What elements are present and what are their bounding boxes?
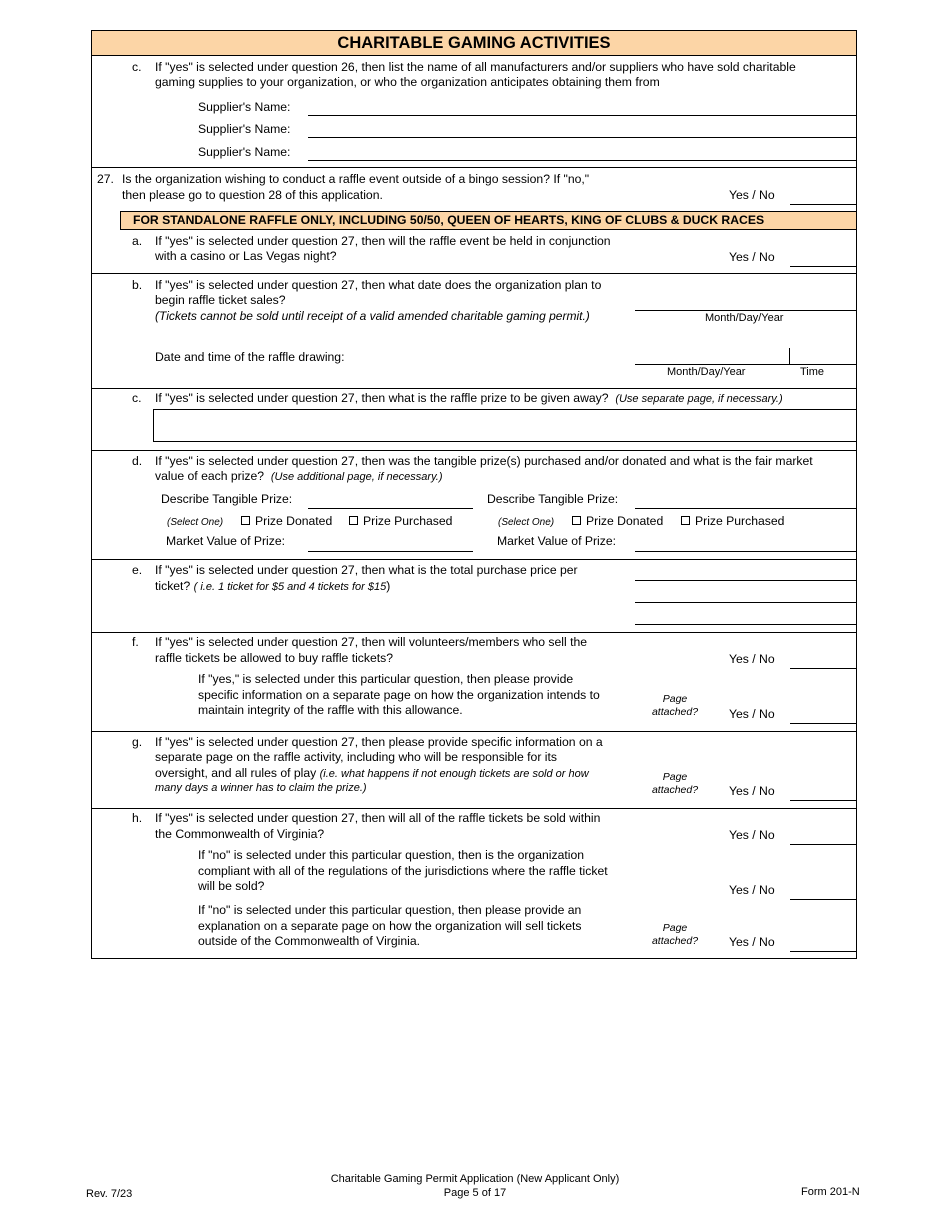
supplier-name-field-2[interactable] (308, 137, 857, 138)
qe-price-field-1[interactable] (635, 580, 857, 581)
qe-text-2: ticket? (155, 579, 191, 593)
qb-drawing-time-label: Time (800, 366, 825, 378)
qd-market-value-label-2: Market Value of Prize: (497, 534, 616, 548)
divider (91, 388, 857, 389)
qf-page-attached-label: Page attached? (651, 693, 699, 718)
qd-describe-label-2: Describe Tangible Prize: (487, 492, 619, 506)
q27-number: 27. (97, 172, 114, 186)
qa-yes-no-label: Yes / No (729, 250, 775, 264)
qe-letter: e. (132, 563, 143, 577)
qh-letter: h. (132, 811, 143, 825)
qh-text-1: If "yes" is selected under question 27, then will all of the raffle tickets be sold within (155, 811, 601, 825)
prize-donated-label: Prize Donated (586, 514, 664, 528)
qh-yes-no-label: Yes / No (729, 828, 775, 842)
qd-text-1: If "yes" is selected under question 27, then was the tangible prize(s) purchased and/or donated and what is the fair market (155, 454, 813, 468)
qd-select-one-2: (Select One) (498, 517, 555, 528)
qh-sub2-text-2: explanation on a separate page on how the organization will sell tickets (198, 919, 582, 933)
qf-text-1: If "yes" is selected under question 27, then will volunteers/members who sell the (155, 635, 588, 649)
divider (91, 808, 857, 809)
divider (91, 559, 857, 560)
qb-text-3: (Tickets cannot be sold until receipt of a valid amended charitable gaming permit.) (155, 309, 590, 323)
qa-answer-field[interactable] (790, 266, 857, 267)
qb-text-1: If "yes" is selected under question 27, then what date does the organization plan to (155, 278, 602, 292)
supplier-name-field-3[interactable] (308, 160, 857, 161)
qf-answer-field[interactable] (790, 668, 857, 669)
qa-text-1: If "yes" is selected under question 27, then will the raffle event be held in conjunction (155, 234, 611, 248)
q27-text-1: Is the organization wishing to conduct a raffle event outside of a bingo session? If "no," (122, 172, 590, 186)
qh-page-attached-label: Page attached? (651, 922, 699, 947)
divider (91, 167, 857, 168)
qf-yes-no-label: Yes / No (729, 652, 775, 666)
qc-text: If "yes" is selected under question 27, then what is the raffle prize to be given away? (155, 391, 609, 405)
qb-drawing-label: Date and time of the raffle drawing: (155, 350, 345, 364)
prize-donated-checkbox-2[interactable] (572, 514, 663, 530)
footer-center (275, 1172, 675, 1200)
footer-form-number: Form 201-N (801, 1186, 860, 1198)
qh-sub2-text-1: If "no" is selected under this particular question, then please provide an (198, 903, 582, 917)
qg-yes-no-label: Yes / No (729, 784, 775, 798)
supplier-name-field-1[interactable] (308, 115, 857, 116)
qh-sub1-text-1: If "no" is selected under this particular question, then is the organization (198, 848, 585, 862)
qe-price-field-3[interactable] (635, 624, 857, 625)
qg-letter: g. (132, 735, 143, 749)
qf-sub-text-2: specific information on a separate page on how the organization intends to (198, 688, 600, 702)
qc-prize-textbox[interactable] (153, 409, 857, 442)
qh-text-2: the Commonwealth of Virginia? (155, 827, 325, 841)
qh-sub1-answer-field[interactable] (790, 899, 857, 900)
qc-letter: c. (132, 391, 142, 405)
qd-describe-field-2[interactable] (635, 508, 857, 509)
qg-page-attached-label: Page attached? (651, 771, 699, 796)
divider (91, 450, 857, 451)
divider (91, 273, 857, 274)
qf-sub-text-3: maintain integrity of the raffle with this allowance. (198, 703, 463, 717)
prize-purchased-label: Prize Purchased (695, 514, 785, 528)
qd-describe-label-1: Describe Tangible Prize: (161, 492, 293, 506)
qe-text-1: If "yes" is selected under question 27, then what is the total purchase price per (155, 563, 578, 577)
qd-market-value-field-1[interactable] (308, 551, 473, 552)
supplier-name-label-3: Supplier's Name: (198, 145, 291, 159)
qe-note: ( i.e. 1 ticket for $5 and 4 tickets for $15 (193, 581, 387, 593)
supplier-name-label-2: Supplier's Name: (198, 122, 291, 136)
qd-select-one-1: (Select One) (167, 517, 224, 528)
divider (91, 731, 857, 732)
qd-letter: d. (132, 454, 143, 468)
qh-sub2-yes-no-label: Yes / No (729, 935, 775, 949)
qb-sales-date-label: Month/Day/Year (705, 312, 784, 324)
qg-text-3: oversight, and all rules of play (155, 766, 317, 780)
q26c-letter: c. (132, 60, 142, 74)
standalone-raffle-banner: FOR STANDALONE RAFFLE ONLY, INCLUDING 50/50, QUEEN OF HEARTS, KING OF CLUBS & DUCK RACES (120, 211, 857, 230)
qg-text-1: If "yes" is selected under question 27, then please provide specific information on a (155, 735, 603, 749)
qh-sub1-text-3: will be sold? (198, 879, 265, 893)
qb-drawing-date-label: Month/Day/Year (667, 366, 746, 378)
qh-sub2-text-3: outside of the Commonwealth of Virginia. (198, 934, 420, 948)
qc-note: (Use separate page, if necessary.) (615, 393, 783, 405)
prize-purchased-label: Prize Purchased (363, 514, 453, 528)
qd-note: (Use additional page, if necessary.) (270, 471, 443, 483)
qd-text-2: value of each prize? (155, 469, 265, 483)
qa-text-2: with a casino or Las Vegas night? (155, 249, 337, 263)
qg-note-1: (i.e. what happens if not enough tickets are sold or how (319, 768, 589, 780)
footer-revision: Rev. 7/23 (86, 1188, 133, 1200)
prize-donated-label: Prize Donated (255, 514, 333, 528)
divider (91, 632, 857, 633)
q27-answer-field[interactable] (790, 204, 857, 205)
qg-note-2: many days a winner has to claim the prize.) (155, 782, 367, 794)
qh-sub1-yes-no-label: Yes / No (729, 883, 775, 897)
qe-price-field-2[interactable] (635, 602, 857, 603)
footer-page-number: Page 5 of 17 (443, 1187, 507, 1199)
qh-answer-field[interactable] (790, 844, 857, 845)
prize-purchased-checkbox-1[interactable] (349, 514, 452, 530)
qf-sub-answer-field[interactable] (790, 723, 857, 724)
date-time-separator (789, 348, 790, 364)
q27-text-2: then please go to question 28 of this application. (122, 188, 383, 202)
qf-sub-text-1: If "yes," is selected under this particular question, then please provide (198, 672, 574, 686)
q27-yes-no-label: Yes / No (729, 188, 775, 202)
qg-answer-field[interactable] (790, 800, 857, 801)
supplier-name-label-1: Supplier's Name: (198, 100, 291, 114)
qd-describe-field-1[interactable] (308, 508, 473, 509)
qa-letter: a. (132, 234, 143, 248)
qb-text-2: begin raffle ticket sales? (155, 293, 286, 307)
qh-sub2-answer-field[interactable] (790, 951, 857, 952)
prize-donated-checkbox-1[interactable] (241, 514, 332, 530)
qd-market-value-label-1: Market Value of Prize: (166, 534, 285, 548)
qf-text-2: raffle tickets be allowed to buy raffle tickets? (155, 651, 394, 665)
qf-sub-yes-no-label: Yes / No (729, 707, 775, 721)
qh-sub1-text-2: compliant with all of the regulations of the jurisdictions where the raffle ticket (198, 864, 608, 878)
footer-form-title: Charitable Gaming Permit Application (New Applicant Only) (330, 1173, 620, 1185)
section-title: CHARITABLE GAMING ACTIVITIES (91, 30, 857, 56)
q26c-text-1: If "yes" is selected under question 26, then list the name of all manufacturers and/or suppliers who have sold charitable (155, 60, 796, 74)
qg-text-2: separate page on the raffle activity, including who will be responsible for its (155, 750, 557, 764)
qf-letter: f. (132, 635, 139, 649)
qd-market-value-field-2[interactable] (635, 551, 857, 552)
qb-letter: b. (132, 278, 143, 292)
q26c-text-2: gaming supplies to your organization, or who the organization anticipates obtaining them from (155, 75, 660, 89)
prize-purchased-checkbox-2[interactable] (681, 514, 784, 530)
qe-note-close: ) (386, 579, 391, 593)
